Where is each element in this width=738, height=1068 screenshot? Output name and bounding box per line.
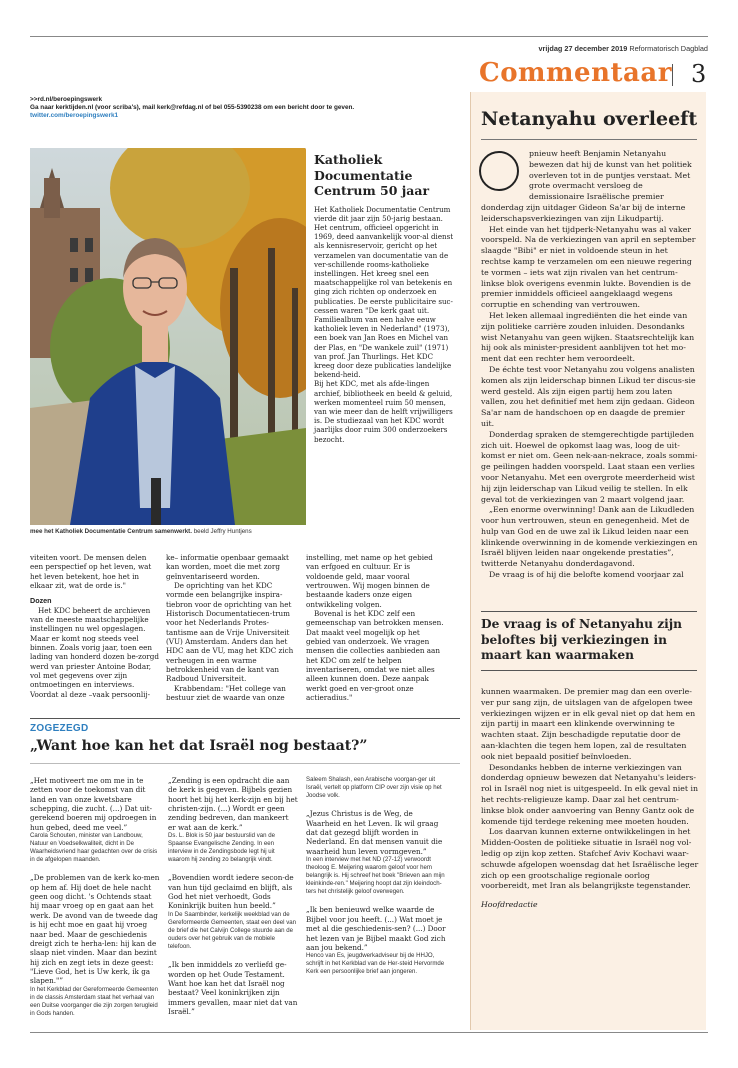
header-date: vrijdag 27 december 2019 bbox=[538, 44, 628, 53]
zogezegd-quote-item bbox=[30, 873, 160, 1018]
editorial-p7: De vraag is of hij die belofte komend voorjaar zal bbox=[489, 570, 684, 580]
zogezegd-quote-item bbox=[30, 776, 160, 864]
page-number: 3 bbox=[691, 60, 707, 88]
editorial-p3: Het leken allemaal ingrediënten die het einde van zijn politieke carrière zouden inluiden. Desondanks wist Netanyahu van geen wijken. Staatsrechtelijk kan hij ook als minister-president aanblijven tot het mo-ment dat een rechter hem veroordeelt. bbox=[481, 310, 695, 364]
editorial-panel-left-rule bbox=[470, 92, 471, 1030]
editorial-text-top bbox=[481, 149, 699, 581]
article-subheading: Dozen bbox=[30, 596, 52, 606]
zogezegd-source: Ds. L. Blok is 50 jaar bestuurslid van de Spaanse Evangelische Zending. In een interview in de Zendingsbode legt hij uit waarom hij zending zo belangrijk vindt. bbox=[168, 832, 276, 864]
info-contact: Ga naar kerktijden.nl (voor scriba's), mail kerk@refdag.nl of bel 055-5390238 om een bericht door te geven. bbox=[30, 104, 355, 112]
zogezegd-source: Saleem Shalash, een Arabische voorgan-ger uit Israël, vertelt op platform CIP over zijn visie op het Joodse volk. bbox=[306, 776, 442, 800]
zogezegd-quote-item bbox=[168, 776, 298, 864]
editorial-p9: Desondanks hebben de interne verkiezingen van donderdag opnieuw bewezen dat Netanyahu's leiders-rol in Israël nog niet is uitgespeeld. In elk geval niet in het rechts-religieuze kamp. Daar zal het centrum-linkse blok onder aanvoering van Benny Gantz ook de komende tijd terdege rekening mee moeten houden. bbox=[481, 762, 699, 826]
top-rule bbox=[30, 36, 708, 37]
kdc-box-title: Katholiek Documentatie Centrum 50 jaar bbox=[314, 152, 430, 198]
zogezegd-source: Henco van Es, jeugdwerkadviseur bij de HHJO, schrijft in het Kerkblad van de Her-steid Hervormde Kerk een persoonlijke brief aan jongeren. bbox=[306, 952, 445, 976]
zogezegd-quote-item bbox=[168, 873, 298, 951]
editorial-p5: Donderdag spraken de stemgerechtigde partijleden zich uit. Hoewel de opkomst laag was, loog de uit-komst er niet om. Geen nek-aan-nekrace, zoals sommi-ge peilingen hadden voorspeld. Laat staan een verlies voor Netanyahu. Met een overgrote meerderheid wist hij zijn leiderschap van Likud veilig te stellen. In elk geval tot de verkiezingen van 2 maart volgend jaar. bbox=[481, 429, 698, 504]
editorial-p6: „Een enorme overwinning! Dank aan de Likudleden voor hun vertrouwen, steun en genegenheid. Met de hulp van God en de uwe zal ik Likud leiden naar een klinkende overwinning in de komende verkiezingen en Israël blijven leiden naar ongekende prestaties”, twitterde Netanyahu donderdagavond. bbox=[481, 505, 698, 569]
article-col1-text: viteiten voort. De mensen delen een perspectief op het leven, wat het leven betekent, hoe het in elkaar zit, wat de orde is." bbox=[30, 553, 152, 591]
editorial-title-rule bbox=[481, 139, 697, 140]
pullquote-bottom-rule bbox=[481, 670, 697, 671]
editorial-p4: De échte test voor Netanyahu zou volgens analisten komen als zijn leiderschap binnen Likud ter discus-sie werd gesteld. Als zijn eigen partij hem zou laten vallen, zou het definitief met hem zijn gedaan. Gideon Sa'ar nam de handschoen op en daagde de premier uit. bbox=[481, 364, 696, 428]
kdc-box bbox=[314, 152, 454, 444]
zogezegd-title: „Want hoe kan het dat Israël nog bestaat?” bbox=[30, 738, 368, 754]
zogezegd-quote-item bbox=[306, 905, 448, 976]
editorial-p2: Het einde van het tijdperk-Netanyahu was al vaker voorspeld. Na de verkiezingen van april en september slaagde "Bibi" er niet in voldoende steun in het rechtse kamp te verzamelen om een nieuwe regering te vormen – iets wat zijn rivalen van het centrum-linkse blok overigens evenmin lukte. Bovendien is de premier inmiddels officieel aangeklaagd wegens corruptie en schending van vertrouwen. bbox=[481, 224, 696, 310]
info-twitter[interactable]: twitter.com/beroepingswerk1 bbox=[30, 112, 119, 120]
editorial-pullquote: De vraag is of Netanyahu zijn beloftes bij verkiezingen in maart kan waarmaken bbox=[481, 617, 683, 662]
info-block bbox=[30, 96, 450, 121]
kdc-box-text-2: Bij het KDC, met als afde-lingen archief, bibliotheek en beeld & geluid, werken momenteel ruim 50 mensen, van wie meer dan de helft vrijwilligers is. De studiezaal van het KDC wordt jaarlijks door ruim 300 onderzoekers bezocht. bbox=[314, 379, 453, 444]
zogezegd-quote-item bbox=[306, 776, 448, 800]
zogezegd-quote-item bbox=[168, 960, 298, 1016]
editorial-title: Netanyahu overleeft bbox=[481, 108, 698, 130]
article-col1-text-b: Het KDC beheert de archieven van de meeste maatschappelijke instellingen nu wel opgeslagen. Maar er komt nog steeds veel binnen. Zoals vorig jaar, toen een lading van honderd dozen be-zorgd werd van priester Antoine Bodar, vol met gegevens over zijn ontmoetingen en interviews. Voordat al deze –vaak persoonlij- bbox=[30, 605, 159, 699]
zogezegd-col-3 bbox=[306, 776, 448, 976]
photo-caption-line bbox=[30, 528, 252, 535]
editorial-p8: kunnen waarmaken. De premier mag dan een overle-ver pur sang zijn, de uitslagen van de afgelopen twee verkiezingen wijzen er in elk geval niet op dat hem en zijn partij in maart een klinkende overwinning te wachten staat. Zijn beschadigde reputatie door de aan-klachten die tegen hem lopen, zal de resultaten ook niet bepaald positief beïnvloeden. bbox=[481, 687, 696, 761]
zogezegd-quote: „Zending is een opdracht die aan de kerk is gegeven. Bijbels gezien hoort het bij het kerk-zijn en bij het christen-zijn. (...) Wordt er geen zending bedreven, dan mankeert er wat aan de kerk.” bbox=[168, 776, 298, 832]
zogezegd-quote-item bbox=[306, 809, 448, 896]
article-col3-text-b: Bovenal is het KDC zelf een gemeenschap van betrokken mensen. Dat maakt veel mogelijk op het gebied van onderzoek. We vragen mensen die collecties aanbieden aan het KDC om zelf te helpen inventariseren, omdat we niet alles alleen kunnen doen. Deze aanpak werkt goed en ver-groot onze actieradius." bbox=[306, 609, 444, 703]
info-url[interactable]: >>rd.nl/beroepingswerk bbox=[30, 96, 103, 103]
editorial-dropcap bbox=[479, 149, 525, 197]
zogezegd-label: ZOGEZEGD bbox=[30, 723, 89, 734]
portrait-photo bbox=[30, 148, 306, 525]
zogezegd-quote: „Jezus Christus is de Weg, de Waarheid en het Leven. Ik wil graag dat dat gezegd blijft worden in Nederland. En dat mensen vanuit die waarheid hun leven vormgeven.” bbox=[306, 809, 443, 856]
header-divider bbox=[672, 64, 673, 86]
zogezegd-quote: „De problemen van de kerk ko-men op hem af. Hij doet de hele nacht geen oog dicht. 's Ochtends staat hij maar vroeg op en gaat aan het werk. De avond van de tweede dag is hij echt moe en gaat hij vroeg naar bed. Maar de geschiedenis dreigt zich te herha-len: hij kan de slaap niet vinden. Maar dan bezint hij zich en zegt iets in deze geest: "Lieve God, het is Uw kerk, ik ga slapen."” bbox=[30, 873, 160, 986]
zogezegd-source: Carola Schouten, minister van Landbouw, Natuur en Voedselkwaliteit, dicht in De Waarheidsvriend haar gedachten over de crisis in de afgelopen maanden. bbox=[30, 832, 158, 864]
zogezegd-top-rule bbox=[30, 718, 460, 719]
zogezegd-quote: „Het motiveert me om me in te zetten voor de toekomst van dit land en van onze kwetsbare schepping, die zucht. (...) Dat uit-gerekend boeren mij opdroegen in hun gebed, deed me veel.” bbox=[30, 776, 157, 832]
header-paper: Reformatorisch Dagblad bbox=[629, 44, 708, 53]
zogezegd-quote: „Ik ben benieuwd welke waarde de Bijbel voor jou heeft. (...) Wat moet je met al die geschiedenis-sen? (...) Door het lezen van je Bijbel maakt God zich aan jou bekend.” bbox=[306, 905, 446, 952]
article-col2-text-c: Krabbendam: "Het college van bestuur ziet de waarde van onze bbox=[166, 683, 286, 703]
kdc-box-text: Het Katholiek Documentatie Centrum vierde dit jaar zijn 50-jarig bestaan. Het centrum, officieel opgericht in 1969, deed aanvankelijk voor-al dienst als kennisreservoir, gericht op het verzamelen van documentatie van de ver-schillende rooms-katholieke instellingen. Het kreeg snel een maatschappelijke rol van betekenis en ging zich richten op onderzoek en publicaties. De eerste publicitaire suc-cessen waren "De kerk gaat uit. Familiealbum van een halve eeuw katholiek leven in Nederland" (1973), een boek van Jan Roes en Michel van der Plas, en "De wankele zuil" (1971) van prof. Jan Thurlings. Het KDC kreeg door deze publicaties landelijke bekend-heid. bbox=[314, 204, 454, 380]
header-dateline bbox=[538, 44, 708, 53]
article-col3-text: instelling, met name op het gebied van erfgoed en cultuur. Er is voldoende geld, maar vooral vertrouwen. Wij mogen binnen de bestaande kaders onze eigen ontwikkeling volgen. bbox=[306, 553, 433, 609]
pullquote-top-rule bbox=[481, 611, 697, 612]
bottom-rule bbox=[30, 1032, 708, 1033]
article-col-2 bbox=[166, 553, 296, 703]
zogezegd-source: In een interview met het ND (27-12) verwoordt theoloog E. Meijering waarom geloof voor hem belangrijk is. Hij schreef het boek "Brieven aan mijn kleinkinde-ren." Meijering hoopt dat zijn kleindoch-ters het christelijk geloof overwegen. bbox=[306, 856, 445, 896]
article-col2-text: ke– informatie openbaar gemaakt kan worden, moet die met zorg geïnventariseerd worden. bbox=[166, 553, 289, 581]
zogezegd-title-rule bbox=[30, 763, 460, 764]
editorial-text-bottom bbox=[481, 687, 699, 911]
zogezegd-source: In het Kerkblad der Gereformeerde Gemeenten in de classis Amsterdam staat het verhaal van een Duitse voorganger die zijn zorgen terugleid in Gods handen. bbox=[30, 985, 159, 1017]
dropcap-circle-icon bbox=[479, 151, 519, 191]
photo-caption: mee het Katholiek Documentatie Centrum samenwerkt. bbox=[30, 528, 192, 535]
section-title: Commentaar bbox=[479, 58, 672, 88]
article-col2-text-b: De oprichting van het KDC vormde een belangrijke inspira-tiebron voor de oprichting van het Historisch Documentatiecen-trum voor het Nederlands Protes-tantisme aan de Vrije Universiteit (VU) Amsterdam. Anders dan het HDC aan de VU, mag het KDC zich verheugen in een warme betrokkenheid van de kant van Radboud Universiteit. bbox=[166, 581, 294, 684]
photo-credit: beeld Jeffry Huntjens bbox=[193, 528, 252, 535]
editorial-signature: Hoofdredactie bbox=[481, 900, 538, 910]
zogezegd-col-2 bbox=[168, 776, 298, 1016]
zogezegd-source: In De Saambinder, kerkelijk weekblad van de Gereformeerde Gemeenten, staat een deel van de brief die het Calvijn College stuurde aan de ouders over het gebruik van de mobiele telefoon. bbox=[168, 910, 297, 951]
zogezegd-quote: „Bovendien wordt iedere secon-de van hun tijd geclaimd en blijft, als God het niet verhoedt, Gods Koninkrijk buiten hun beeld.” bbox=[168, 873, 294, 911]
zogezegd-col-1 bbox=[30, 776, 160, 1018]
editorial-p1: pnieuw heeft Benjamin Netanyahu bewezen dat hij de kunst van het politiek overleven tot in de puntjes verstaat. Met grote overmacht versloeg de demissionaire Israëlische premier donderdag zijn uitdager Gideon Sa'ar bij de interne leiderschapsverkiezingen van zijn Likudpartij. bbox=[481, 149, 692, 223]
article-col-3 bbox=[306, 553, 446, 703]
zogezegd-quote: „Ik ben inmiddels zo verliefd ge-worden op het Oude Testament. Want hoe kan het dat Israël nog bestaat? Veel koninkrijken zijn immers gevallen, maar niet dat van Israël.” bbox=[168, 960, 298, 1016]
editorial-p10: Los daarvan kunnen externe ontwikkelingen in het Midden-Oosten de politieke situatie in Israël nog vol-ledig op zijn kop zetten. Stafchef Aviv Kochavi waar-schuwde afgelopen woensdag dat het Israëlische leger zich op een grootschalige regionale oorlog voorbereidt, met Iran als belangrijkste tegenstander. bbox=[481, 827, 699, 891]
article-col-1 bbox=[30, 553, 160, 699]
